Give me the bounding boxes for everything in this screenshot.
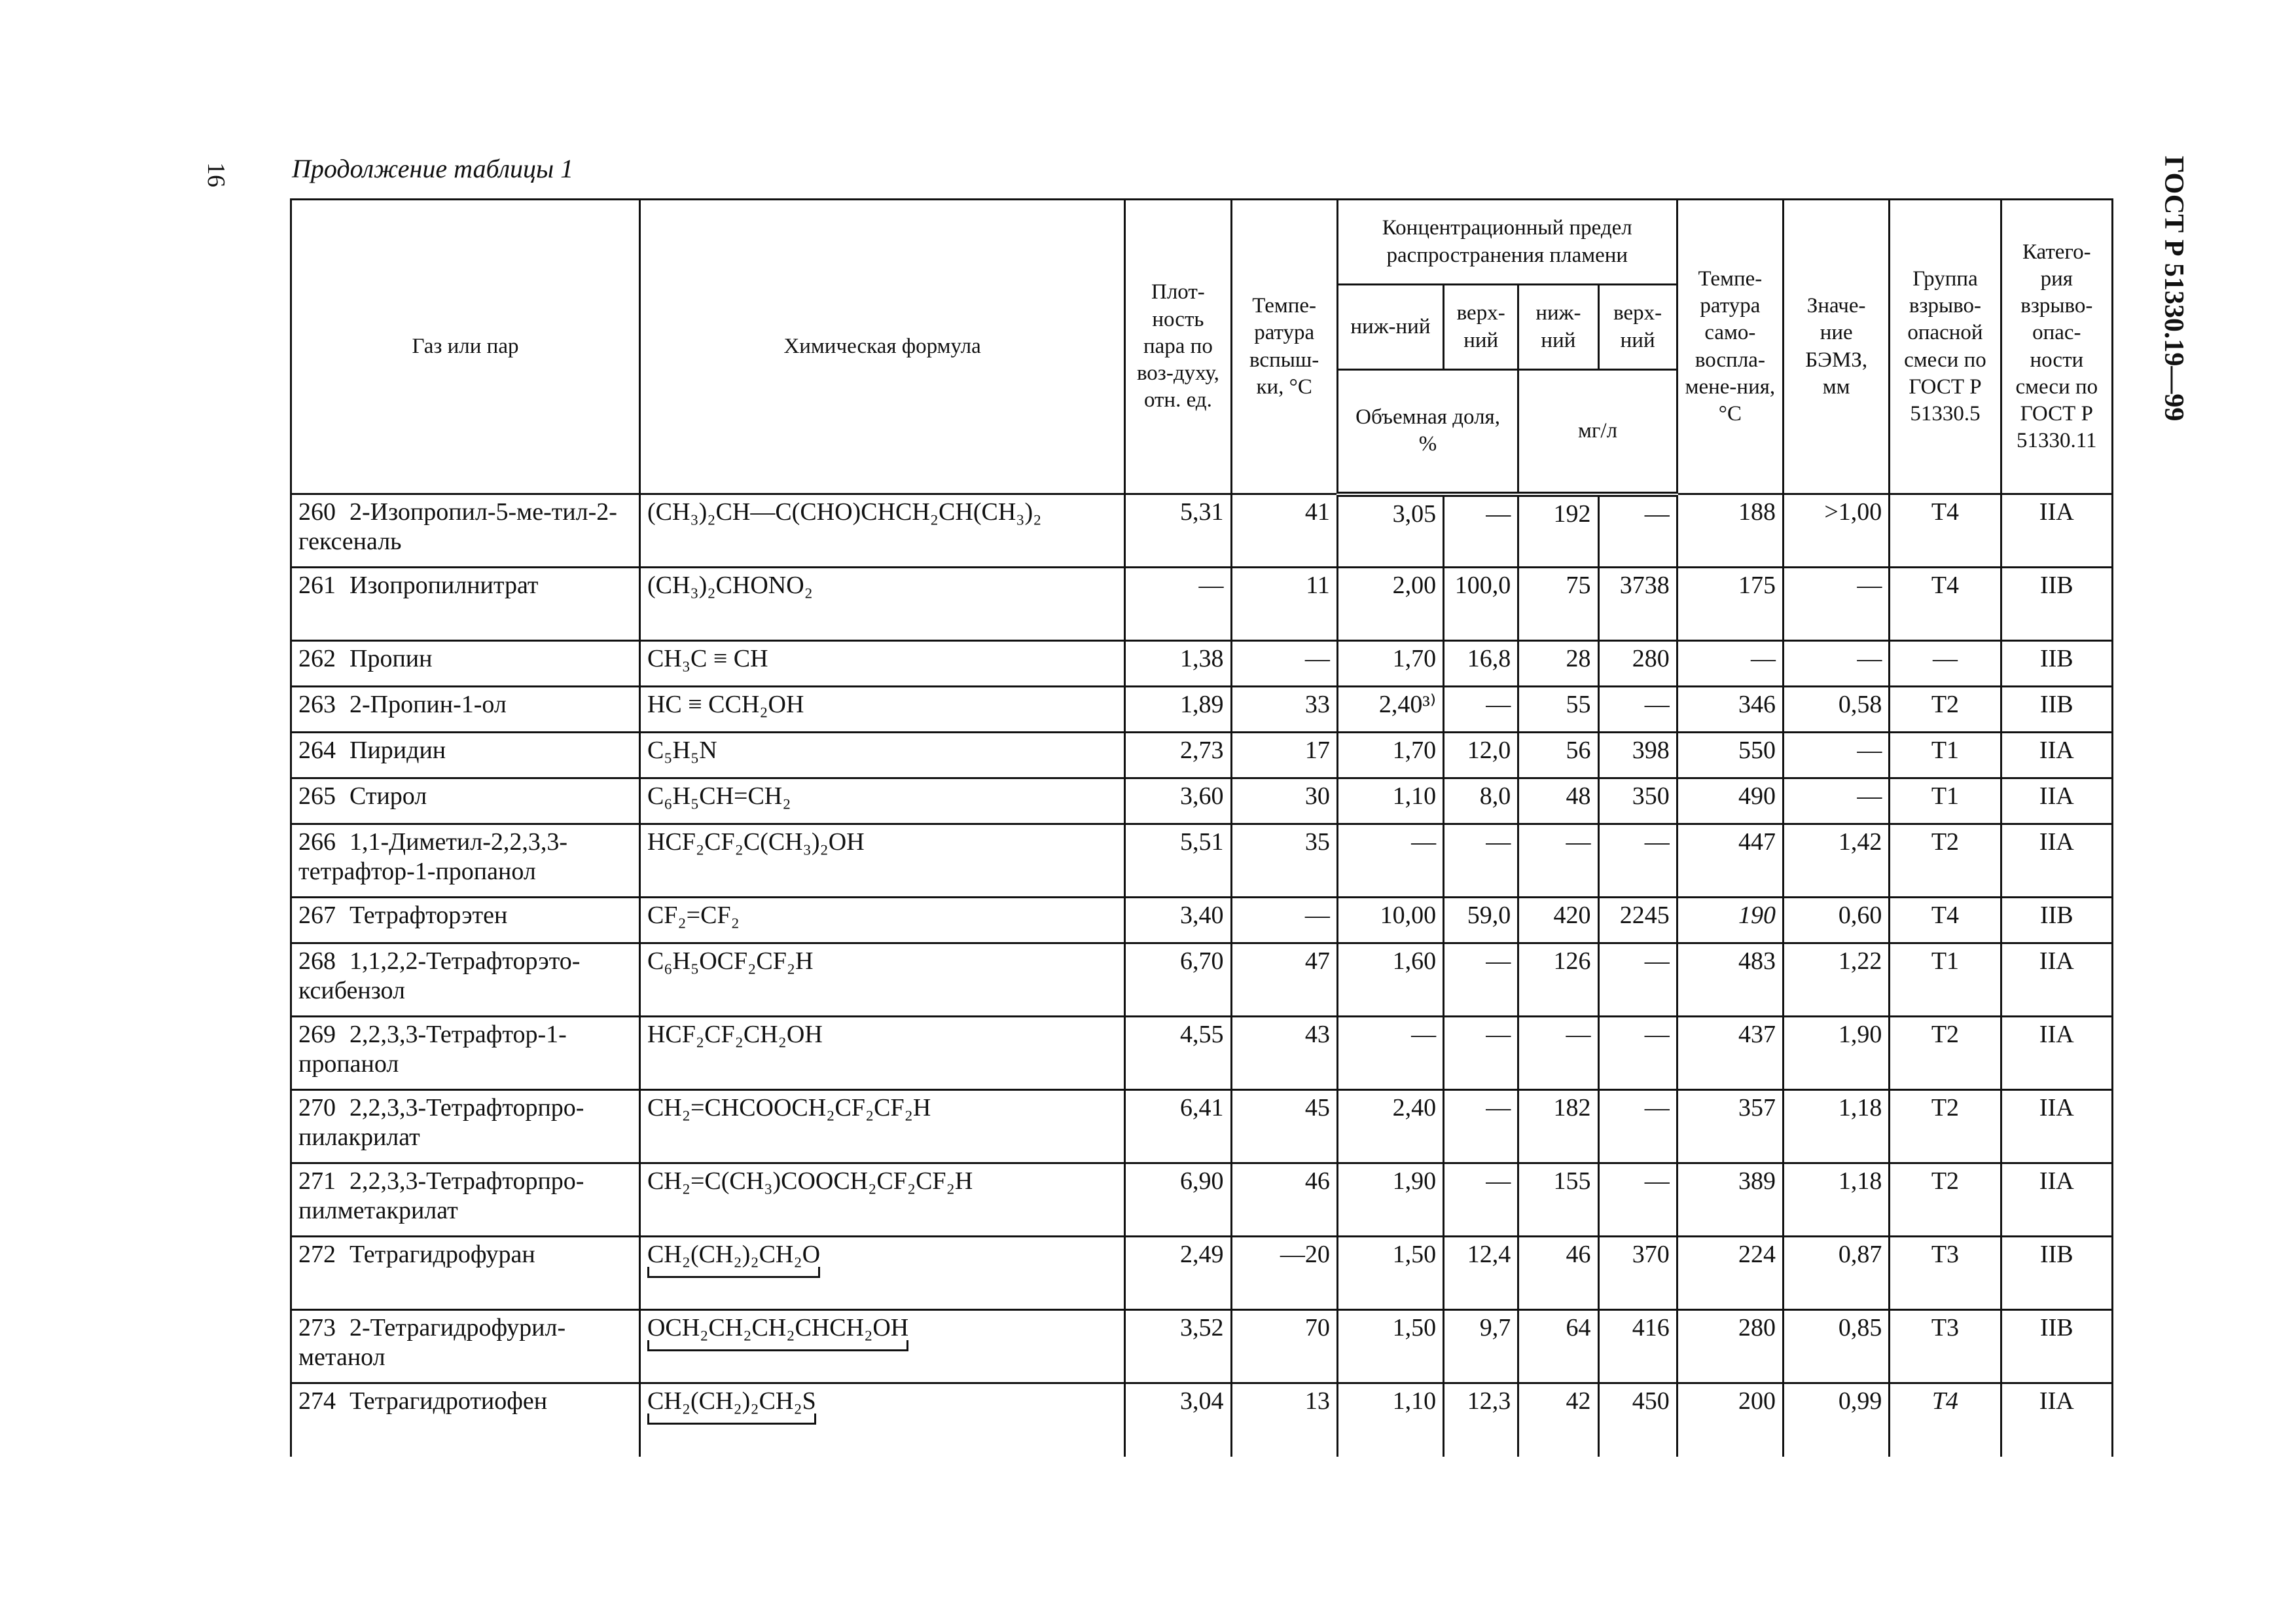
gas-name: 1,1-Диметил-2,2,3,3-тетрафтор-1-пропанол bbox=[298, 828, 568, 885]
table-row bbox=[291, 1237, 2113, 1310]
gas-name: Пиридин bbox=[350, 737, 446, 764]
cell-upper-mg: — bbox=[1598, 687, 1677, 733]
cell-category: IIB bbox=[2001, 641, 2112, 687]
table-row bbox=[291, 898, 2113, 943]
header-autoignition: Темпе-ратура само-воспла-мене-ния, °С bbox=[1677, 200, 1783, 494]
cell-lower-mg: 55 bbox=[1518, 687, 1598, 733]
cell-category: IIB bbox=[2001, 1237, 2112, 1310]
gas-name: Тетрагидрофуран bbox=[350, 1241, 535, 1268]
standard-code: ГОСТ Р 51330.19—99 bbox=[2159, 156, 2189, 422]
cell-gas bbox=[291, 568, 640, 641]
table-row bbox=[291, 641, 2113, 687]
cell-autoignition: 224 bbox=[1677, 1237, 1783, 1310]
cell-autoignition: 190 bbox=[1677, 898, 1783, 943]
cell-lower-vol: 10,00 bbox=[1337, 898, 1443, 943]
cell-formula bbox=[639, 1310, 1124, 1383]
cell-lower-mg: 182 bbox=[1518, 1090, 1598, 1163]
cell-density: 5,51 bbox=[1125, 824, 1231, 898]
cell-formula bbox=[639, 641, 1124, 687]
row-number: 261 bbox=[298, 572, 336, 599]
table-row bbox=[291, 778, 2113, 824]
cell-bemz: 0,58 bbox=[1784, 687, 1890, 733]
gas-name: 2,2,3,3-Тетрафторпро-пилметакрилат bbox=[298, 1167, 584, 1224]
cell-autoignition: 188 bbox=[1677, 494, 1783, 568]
cell-formula bbox=[639, 778, 1124, 824]
cell-upper-mg: — bbox=[1598, 1017, 1677, 1090]
cell-autoignition: 200 bbox=[1677, 1383, 1783, 1457]
cell-category: IIA bbox=[2001, 1163, 2112, 1237]
cell-autoignition: 490 bbox=[1677, 778, 1783, 824]
cell-upper-vol: 16,8 bbox=[1444, 641, 1518, 687]
header-concentration-limit: Концентрационный предел распространения пламени bbox=[1337, 200, 1677, 285]
gas-name: 1,1,2,2-Тетрафторэто-ксибензол bbox=[298, 947, 581, 1004]
cell-autoignition: 280 bbox=[1677, 1310, 1783, 1383]
cell-group: T2 bbox=[1890, 687, 2001, 733]
cell-formula bbox=[639, 733, 1124, 778]
formula-text: C₆H₅OCF₂CF₂H bbox=[647, 947, 814, 975]
cell-density: 2,73 bbox=[1125, 733, 1231, 778]
formula-text: HC ≡ CCH₂OH bbox=[647, 691, 804, 718]
cell-autoignition: — bbox=[1677, 641, 1783, 687]
cell-upper-vol: — bbox=[1444, 687, 1518, 733]
table-caption: Продолжение таблицы 1 bbox=[292, 154, 574, 183]
gas-name: Тетрафторэтен bbox=[350, 902, 508, 929]
page-number: 16 bbox=[202, 162, 230, 187]
cell-formula bbox=[639, 687, 1124, 733]
table-row bbox=[291, 1310, 2113, 1383]
cell-bemz: 1,42 bbox=[1784, 824, 1890, 898]
cell-bemz: 0,60 bbox=[1784, 898, 1890, 943]
row-number: 263 bbox=[298, 691, 336, 718]
cell-formula bbox=[639, 824, 1124, 898]
cell-upper-vol: 12,4 bbox=[1444, 1237, 1518, 1310]
cell-lower-mg: 75 bbox=[1518, 568, 1598, 641]
formula-text: C₅H₅N bbox=[647, 737, 717, 764]
cell-gas bbox=[291, 1163, 640, 1237]
row-number: 270 bbox=[298, 1094, 336, 1122]
cell-category: IIA bbox=[2001, 1017, 2112, 1090]
cell-upper-mg: 450 bbox=[1598, 1383, 1677, 1457]
cell-formula bbox=[639, 1017, 1124, 1090]
gas-name: 2-Тетрагидрофурил-метанол bbox=[298, 1314, 566, 1371]
header-upper-mg: верх-ний bbox=[1598, 285, 1677, 370]
cell-autoignition: 437 bbox=[1677, 1017, 1783, 1090]
cell-gas bbox=[291, 1310, 640, 1383]
cell-formula bbox=[639, 1090, 1124, 1163]
cell-flash-point: 46 bbox=[1231, 1163, 1337, 1237]
header-group: Группа взрыво-опасной смеси по ГОСТ Р 51330.5 bbox=[1890, 200, 2001, 494]
header-density: Плот-ность пара по воз-духу, отн. ед. bbox=[1125, 200, 1231, 494]
row-number: 274 bbox=[298, 1387, 336, 1415]
cell-bemz: — bbox=[1784, 733, 1890, 778]
cell-density: 1,38 bbox=[1125, 641, 1231, 687]
formula-text: HCF₂CF₂CH₂OH bbox=[647, 1021, 823, 1048]
formula-text: CH₂(CH₂)₂CH₂O bbox=[647, 1241, 821, 1268]
cell-upper-vol: — bbox=[1444, 1163, 1518, 1237]
cell-formula bbox=[639, 1237, 1124, 1310]
cell-autoignition: 346 bbox=[1677, 687, 1783, 733]
header-bemz: Значе-ние БЭМЗ, мм bbox=[1784, 200, 1890, 494]
cell-lower-vol: 1,70 bbox=[1337, 641, 1443, 687]
cell-lower-mg: 126 bbox=[1518, 943, 1598, 1017]
cell-lower-vol: — bbox=[1337, 1017, 1443, 1090]
cell-group: T1 bbox=[1890, 943, 2001, 1017]
data-table bbox=[290, 198, 2113, 1457]
cell-formula bbox=[639, 943, 1124, 1017]
formula-text: (CH₃)₂CHONO₂ bbox=[647, 572, 813, 599]
row-number: 267 bbox=[298, 902, 336, 929]
gas-name: Пропин bbox=[350, 645, 433, 672]
header-category: Катего-рия взрыво-опас-ности смеси по ГОСТ Р 51330.11 bbox=[2001, 200, 2112, 494]
cell-category: IIB bbox=[2001, 687, 2112, 733]
cell-bemz: 0,87 bbox=[1784, 1237, 1890, 1310]
cell-gas bbox=[291, 1237, 640, 1310]
cell-upper-mg: — bbox=[1598, 824, 1677, 898]
cell-lower-mg: 420 bbox=[1518, 898, 1598, 943]
cell-lower-mg: 48 bbox=[1518, 778, 1598, 824]
cell-bemz: 1,18 bbox=[1784, 1163, 1890, 1237]
cell-bemz: 1,18 bbox=[1784, 1090, 1890, 1163]
cell-gas bbox=[291, 943, 640, 1017]
cell-flash-point: — bbox=[1231, 898, 1337, 943]
cell-gas bbox=[291, 824, 640, 898]
cell-gas bbox=[291, 733, 640, 778]
table-row bbox=[291, 733, 2113, 778]
cell-flash-point: 13 bbox=[1231, 1383, 1337, 1457]
cell-lower-vol: 1,60 bbox=[1337, 943, 1443, 1017]
cell-upper-vol: — bbox=[1444, 1017, 1518, 1090]
table-row bbox=[291, 1090, 2113, 1163]
cell-autoignition: 483 bbox=[1677, 943, 1783, 1017]
row-number: 272 bbox=[298, 1241, 336, 1268]
cell-group: T1 bbox=[1890, 778, 2001, 824]
cell-upper-mg: 3738 bbox=[1598, 568, 1677, 641]
gas-name: Изопропилнитрат bbox=[350, 572, 539, 599]
cell-upper-mg: 2245 bbox=[1598, 898, 1677, 943]
cell-upper-mg: — bbox=[1598, 1163, 1677, 1237]
cell-lower-mg: — bbox=[1518, 1017, 1598, 1090]
cell-upper-vol: — bbox=[1444, 1090, 1518, 1163]
cell-gas bbox=[291, 1383, 640, 1457]
formula-text: HCF₂CF₂C(CH₃)₂OH bbox=[647, 828, 865, 856]
cell-upper-vol: — bbox=[1444, 824, 1518, 898]
cell-category: IIB bbox=[2001, 1310, 2112, 1383]
cell-group: T2 bbox=[1890, 1163, 2001, 1237]
cell-flash-point: 41 bbox=[1231, 494, 1337, 568]
cell-lower-vol: 1,10 bbox=[1337, 1383, 1443, 1457]
cell-formula bbox=[639, 1383, 1124, 1457]
row-number: 265 bbox=[298, 782, 336, 810]
row-number: 260 bbox=[298, 498, 336, 526]
header-formula: Химическая формула bbox=[639, 200, 1124, 494]
cell-upper-vol: 100,0 bbox=[1444, 568, 1518, 641]
header-flash-point: Темпе-ратура вспыш-ки, °С bbox=[1231, 200, 1337, 494]
cell-gas bbox=[291, 1090, 640, 1163]
cell-formula bbox=[639, 568, 1124, 641]
cell-group: T3 bbox=[1890, 1310, 2001, 1383]
cell-group: T3 bbox=[1890, 1237, 2001, 1310]
cell-upper-vol: 9,7 bbox=[1444, 1310, 1518, 1383]
cell-density: 4,55 bbox=[1125, 1017, 1231, 1090]
cell-flash-point: 33 bbox=[1231, 687, 1337, 733]
cell-density: 3,60 bbox=[1125, 778, 1231, 824]
cell-lower-vol: — bbox=[1337, 824, 1443, 898]
table-body bbox=[291, 494, 2113, 1457]
cell-bemz: 0,85 bbox=[1784, 1310, 1890, 1383]
cell-flash-point: 70 bbox=[1231, 1310, 1337, 1383]
row-number: 264 bbox=[298, 737, 336, 764]
table-row bbox=[291, 494, 2113, 568]
cell-lower-mg: 28 bbox=[1518, 641, 1598, 687]
cell-upper-vol: 12,0 bbox=[1444, 733, 1518, 778]
cell-flash-point: 45 bbox=[1231, 1090, 1337, 1163]
cell-density: 6,90 bbox=[1125, 1163, 1231, 1237]
cell-upper-vol: 12,3 bbox=[1444, 1383, 1518, 1457]
cell-group: T2 bbox=[1890, 1090, 2001, 1163]
cell-density: 2,49 bbox=[1125, 1237, 1231, 1310]
cell-category: IIA bbox=[2001, 824, 2112, 898]
cell-density: 3,40 bbox=[1125, 898, 1231, 943]
table-row bbox=[291, 824, 2113, 898]
gas-name: 2,2,3,3-Тетрафтор-1-пропанол bbox=[298, 1021, 567, 1078]
gas-name: Стирол bbox=[350, 782, 427, 810]
cell-autoignition: 389 bbox=[1677, 1163, 1783, 1237]
formula-text: OCH₂CH₂CH₂CHCH₂OH bbox=[647, 1314, 909, 1341]
cell-category: IIB bbox=[2001, 568, 2112, 641]
cell-category: IIA bbox=[2001, 1383, 2112, 1457]
cell-gas bbox=[291, 898, 640, 943]
cell-flash-point: 11 bbox=[1231, 568, 1337, 641]
cell-gas bbox=[291, 1017, 640, 1090]
cell-density: 6,70 bbox=[1125, 943, 1231, 1017]
cell-upper-vol: — bbox=[1444, 943, 1518, 1017]
cell-upper-vol: 8,0 bbox=[1444, 778, 1518, 824]
cell-category: IIA bbox=[2001, 1090, 2112, 1163]
cell-flash-point: 30 bbox=[1231, 778, 1337, 824]
row-number: 268 bbox=[298, 947, 336, 975]
row-number: 271 bbox=[298, 1167, 336, 1195]
cell-lower-mg: 56 bbox=[1518, 733, 1598, 778]
cell-flash-point: 43 bbox=[1231, 1017, 1337, 1090]
header-upper-vol: верх-ний bbox=[1444, 285, 1518, 370]
cell-bemz: — bbox=[1784, 641, 1890, 687]
cell-flash-point: 47 bbox=[1231, 943, 1337, 1017]
cell-autoignition: 550 bbox=[1677, 733, 1783, 778]
formula-text: CH₃C ≡ CH bbox=[647, 645, 768, 672]
cell-formula bbox=[639, 494, 1124, 568]
gas-name: 2,2,3,3-Тетрафторпро-пилакрилат bbox=[298, 1094, 584, 1151]
cell-gas bbox=[291, 687, 640, 733]
cell-upper-mg: 280 bbox=[1598, 641, 1677, 687]
cell-upper-mg: — bbox=[1598, 494, 1677, 568]
table-row bbox=[291, 1383, 2113, 1457]
cell-lower-mg: 42 bbox=[1518, 1383, 1598, 1457]
cell-flash-point: — bbox=[1231, 641, 1337, 687]
table-row bbox=[291, 568, 2113, 641]
header-lower-mg: ниж-ний bbox=[1518, 285, 1598, 370]
cell-lower-mg: 192 bbox=[1518, 494, 1598, 568]
cell-group: T4 bbox=[1890, 568, 2001, 641]
header-mg-per-l: мг/л bbox=[1518, 370, 1677, 494]
gas-name: Тетрагидротиофен bbox=[350, 1387, 548, 1415]
cell-gas bbox=[291, 641, 640, 687]
cell-autoignition: 175 bbox=[1677, 568, 1783, 641]
cell-group: T2 bbox=[1890, 824, 2001, 898]
cell-upper-mg: — bbox=[1598, 943, 1677, 1017]
cell-density: 3,52 bbox=[1125, 1310, 1231, 1383]
header-gas: Газ или пар bbox=[291, 200, 640, 494]
cell-lower-vol: 1,10 bbox=[1337, 778, 1443, 824]
table-row bbox=[291, 687, 2113, 733]
cell-group: T4 bbox=[1890, 1383, 2001, 1457]
cell-upper-mg: 370 bbox=[1598, 1237, 1677, 1310]
table-row bbox=[291, 1163, 2113, 1237]
cell-lower-mg: — bbox=[1518, 824, 1598, 898]
cell-group: T4 bbox=[1890, 494, 2001, 568]
cell-lower-vol: 1,70 bbox=[1337, 733, 1443, 778]
cell-group: T2 bbox=[1890, 1017, 2001, 1090]
cell-lower-mg: 46 bbox=[1518, 1237, 1598, 1310]
cell-density: 1,89 bbox=[1125, 687, 1231, 733]
cell-category: IIA bbox=[2001, 733, 2112, 778]
cell-bemz: >1,00 bbox=[1784, 494, 1890, 568]
cell-density: — bbox=[1125, 568, 1231, 641]
table-row bbox=[291, 1017, 2113, 1090]
cell-lower-mg: 155 bbox=[1518, 1163, 1598, 1237]
header-lower-vol: ниж-ний bbox=[1337, 285, 1443, 370]
cell-autoignition: 357 bbox=[1677, 1090, 1783, 1163]
cell-bemz: 1,90 bbox=[1784, 1017, 1890, 1090]
cell-density: 5,31 bbox=[1125, 494, 1231, 568]
cell-upper-vol: — bbox=[1444, 494, 1518, 568]
formula-text: CH₂=CHCOOCH₂CF₂CF₂H bbox=[647, 1094, 931, 1122]
cell-lower-mg: 64 bbox=[1518, 1310, 1598, 1383]
cell-category: IIA bbox=[2001, 494, 2112, 568]
cell-gas bbox=[291, 494, 640, 568]
cell-lower-vol: 1,90 bbox=[1337, 1163, 1443, 1237]
cell-bemz: — bbox=[1784, 778, 1890, 824]
cell-lower-vol: 1,50 bbox=[1337, 1237, 1443, 1310]
formula-text: CF₂=CF₂ bbox=[647, 902, 740, 929]
cell-group: — bbox=[1890, 641, 2001, 687]
cell-bemz: 0,99 bbox=[1784, 1383, 1890, 1457]
formula-text: C₆H₅CH=CH₂ bbox=[647, 782, 791, 810]
cell-lower-vol: 2,40 bbox=[1337, 1090, 1443, 1163]
cell-lower-vol: 2,00 bbox=[1337, 568, 1443, 641]
cell-gas bbox=[291, 778, 640, 824]
formula-text: CH₂=C(CH₃)COOCH₂CF₂CF₂H bbox=[647, 1167, 973, 1195]
cell-upper-mg: 416 bbox=[1598, 1310, 1677, 1383]
cell-upper-mg: — bbox=[1598, 1090, 1677, 1163]
cell-density: 6,41 bbox=[1125, 1090, 1231, 1163]
cell-category: IIA bbox=[2001, 943, 2112, 1017]
cell-group: T4 bbox=[1890, 898, 2001, 943]
formula-text: CH₂(CH₂)₂CH₂S bbox=[647, 1387, 816, 1415]
table-row bbox=[291, 943, 2113, 1017]
gas-name: 2-Пропин-1-ол bbox=[350, 691, 507, 718]
cell-group: T1 bbox=[1890, 733, 2001, 778]
cell-lower-vol: 2,40³⁾ bbox=[1337, 687, 1443, 733]
cell-autoignition: 447 bbox=[1677, 824, 1783, 898]
cell-upper-mg: 350 bbox=[1598, 778, 1677, 824]
header-volume-fraction: Объемная доля, % bbox=[1337, 370, 1518, 494]
cell-flash-point: 17 bbox=[1231, 733, 1337, 778]
formula-text: (CH₃)₂CH—C(CHO)CHCH₂CH(CH₃)₂ bbox=[647, 498, 1042, 526]
cell-bemz: — bbox=[1784, 568, 1890, 641]
row-number: 266 bbox=[298, 828, 336, 856]
cell-density: 3,04 bbox=[1125, 1383, 1231, 1457]
cell-lower-vol: 1,50 bbox=[1337, 1310, 1443, 1383]
row-number: 262 bbox=[298, 645, 336, 672]
cell-bemz: 1,22 bbox=[1784, 943, 1890, 1017]
cell-category: IIB bbox=[2001, 898, 2112, 943]
cell-category: IIA bbox=[2001, 778, 2112, 824]
cell-upper-vol: 59,0 bbox=[1444, 898, 1518, 943]
cell-formula bbox=[639, 1163, 1124, 1237]
cell-lower-vol: 3,05 bbox=[1337, 494, 1443, 568]
cell-upper-mg: 398 bbox=[1598, 733, 1677, 778]
gas-name: 2-Изопропил-5-ме-тил-2-гексеналь bbox=[298, 498, 617, 555]
row-number: 269 bbox=[298, 1021, 336, 1048]
cell-flash-point: —20 bbox=[1231, 1237, 1337, 1310]
cell-flash-point: 35 bbox=[1231, 824, 1337, 898]
cell-formula bbox=[639, 898, 1124, 943]
row-number: 273 bbox=[298, 1314, 336, 1341]
